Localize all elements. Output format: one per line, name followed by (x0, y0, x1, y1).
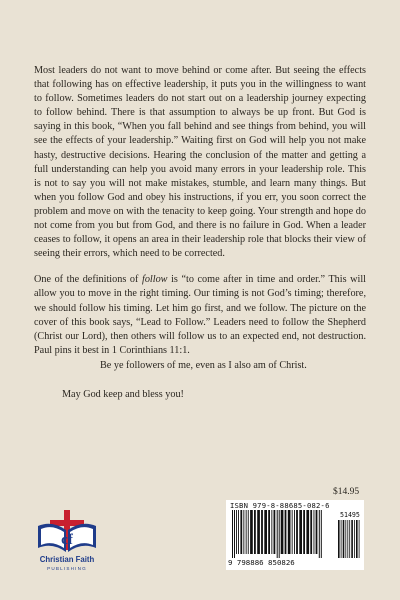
paragraph-2-lead: One of the definitions of (34, 274, 142, 286)
barcode-addon-digits: 51495 (340, 511, 360, 519)
logo-letters: cf (61, 532, 73, 548)
publisher-logo (36, 508, 98, 582)
closing-blessing: May God keep and bless you! (62, 389, 184, 400)
blurb-paragraph-1: Most leaders do not want to move behind or come after. But seeing the effects that following has on effective leadership, it puts you in the willingness to want to follow. Sometimes leaders do not start out on a leadership journey expecting to follow behind. There is that assumption to always be up front. But God is saying in this book, “When you fall behind and see things from behind, you will see the effects of your leadership.” Waiting first on God will help you not make hasty, destructive decisions. Hearing the conclusion of the matter and getting a full understanding can help you avoid many errors in your leadership role. This is not to say you will not make mistakes, stumble, and learn many things. But when you follow God and obey his instructions, if you err, you soon correct the problem and move on with the tenacity to keep going. Your strength and hope do not come from you but from God, and there is no failure in God. When a leader ceases to follow, it opens an area in their leadership role that blocks their view of seeing their errors, which need to be corrected. (34, 65, 366, 260)
isbn-barcode (226, 500, 364, 570)
paragraph-2-rest: is “to come after in time and order.” This will allow you to move in the right timing. Our timing is not God’s timing; therefore, we should follow his timing. Let him go first, and we follow. The picture on the cover of this book says, “Lead to Follow.” Leaders need to follow the Shepherd (Christ our Lord), then others will follow us to an expected end, not destruction. Paul pins it best in 1 Corinthians 11:1. (34, 274, 367, 356)
blurb-paragraph-2 (34, 273, 366, 358)
christian-faith-logo-icon (36, 508, 98, 554)
isbn-number: ISBN 979-8-88685-082-6 (230, 501, 330, 510)
scripture-verse: Be ye followers of me, even as I also am of Christ. (100, 360, 307, 371)
price-label: $14.95 (333, 487, 360, 497)
publisher-subtitle: PUBLISHING (47, 566, 87, 571)
follow-term: follow (142, 274, 168, 286)
blurb-text (34, 64, 366, 370)
publisher-name: Christian Faith (39, 555, 95, 564)
barcode-digits: 9 798886 850826 (228, 558, 295, 567)
